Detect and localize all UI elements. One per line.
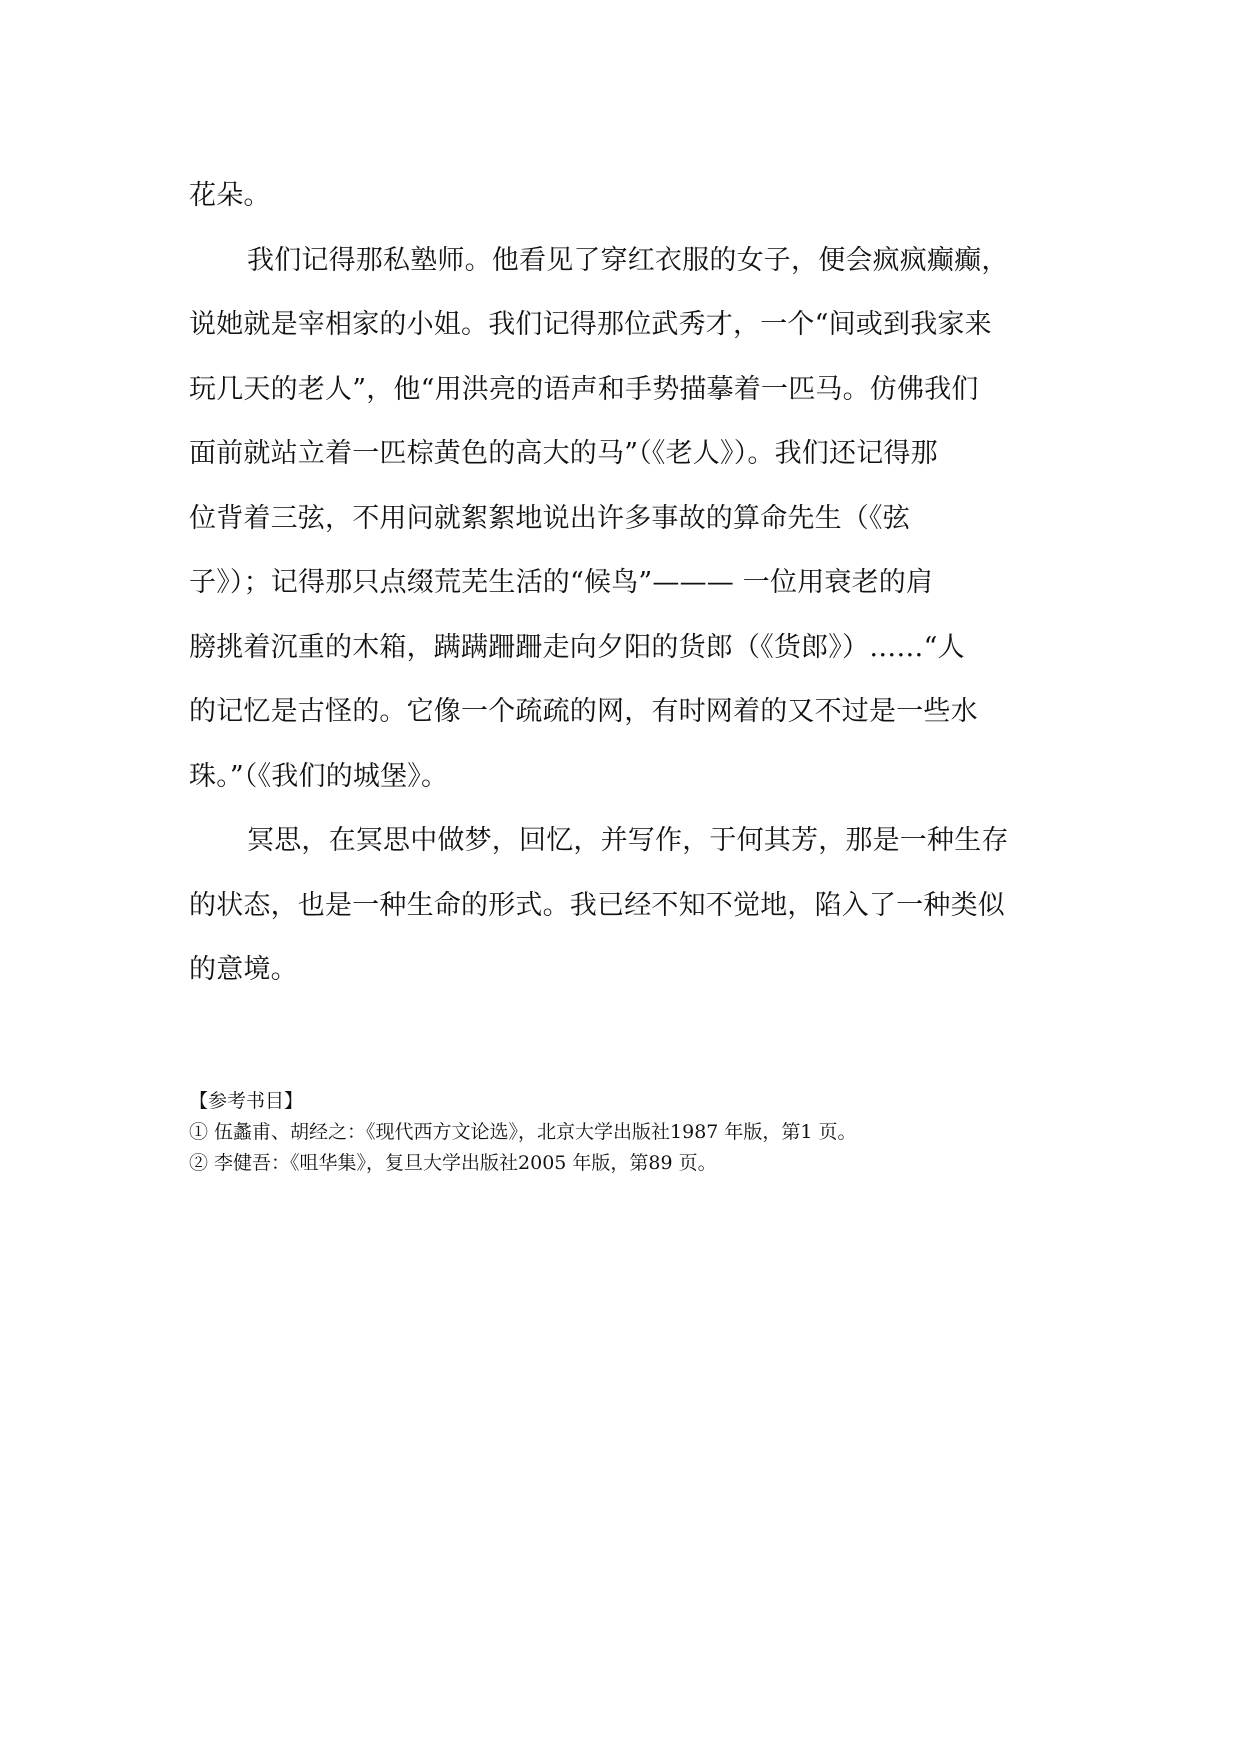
paragraph-line: 花朵。	[189, 180, 271, 211]
paragraph-line: 我们记得那私塾师。他看见了穿红衣服的女子，便会疯疯癫癫，	[247, 244, 1009, 276]
body-text	[189, 164, 1059, 1003]
references-heading: 【参考书目】	[189, 1090, 304, 1112]
references-section	[189, 1086, 1059, 1179]
paragraph-line: 冥思，在冥思中做梦，回忆，并写作，于何其芳，那是一种生存	[247, 825, 1009, 856]
paragraph-line: 面前就站立着一匹棕黄色的高大的马”（《老人》）。我们还记得那	[189, 438, 938, 469]
paragraph-line: 玩几天的老人”，他“用洪亮的语声和手势描摹着一匹马。仿佛我们	[189, 373, 979, 405]
paragraph-line: 子》）；记得那只点缀荒芜生活的“候鸟”——— 一位用衰老的肩	[189, 567, 934, 598]
paragraph-line: 膀挑着沉重的木箱，蹒蹒跚跚走向夕阳的货郎（《货郎》）……“人	[189, 631, 965, 663]
reference-item: ① 伍蠡甫、胡经之：《现代西方文论选》，北京大学出版社1987 年版，第1 页。	[189, 1121, 857, 1143]
paragraph-line: 说她就是宰相家的小姐。我们记得那位武秀才，一个“间或到我家来	[189, 309, 992, 340]
reference-item: ② 李健吾：《咀华集》，复旦大学出版社2005 年版，第89 页。	[189, 1152, 717, 1174]
paragraph-line: 的意境。	[189, 954, 298, 985]
paragraph-line: 的记忆是古怪的。它像一个疏疏的网，有时网着的又不过是一些水	[189, 696, 978, 727]
paragraph-line: 珠。”（《我们的城堡》。	[189, 760, 449, 792]
paragraph-line: 位背着三弦，不用问就絮絮地说出许多事故的算命先生（《弦	[189, 502, 910, 534]
paragraph-line: 的状态，也是一种生命的形式。我已经不知不觉地，陷入了一种类似	[189, 889, 1005, 921]
